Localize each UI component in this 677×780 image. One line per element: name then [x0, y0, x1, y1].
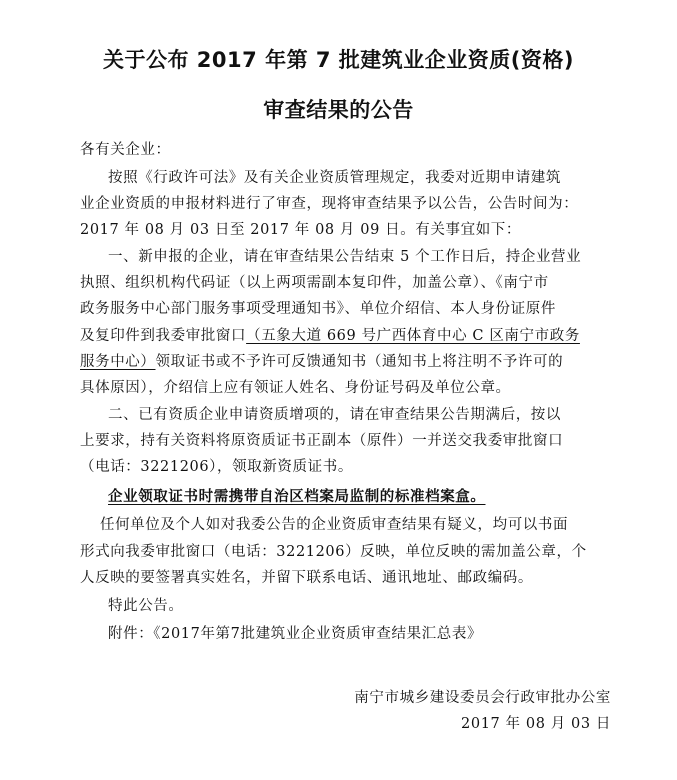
item2-line-2: 上要求，持有关资料将原资质证书正副本（原件）一并送交我委审批窗口 [80, 433, 564, 449]
item2-line-3: （电话：3221206），领取新资质证书。 [80, 459, 353, 475]
item1-line-5-text: 领取证书或不予许可反馈通知书（通知书上将注明不予许可的 [155, 354, 564, 370]
salutation: 各有关企业： [80, 142, 171, 158]
title-line-1: 关于公布 2017 年第 7 批建筑业企业资质(资格) [103, 48, 574, 72]
closing: 特此公告。 [108, 598, 184, 614]
title-line-2: 审查结果的公告 [263, 98, 414, 122]
item1-line-5 [80, 352, 563, 372]
attachment: 附件：《2017年第7批建筑业企业资质审查结果汇总表》 [108, 626, 483, 642]
item1-line-3: 政务服务中心部门服务事项受理通知书》、单位介绍信、本人身份证原件 [80, 301, 556, 317]
item1-line-4-text: 及复印件到我委审批窗口 [80, 328, 247, 344]
signature-org: 南宁市城乡建设委员会行政审批办公室 [354, 690, 611, 706]
item2-line-1: 二、已有资质企业申请资质增项的，请在审查结果公告期满后，按以 [108, 407, 561, 423]
objection-line-1: 任何单位及个人如对我委公告的企业资质审查结果有疑义，均可以书面 [100, 517, 569, 533]
signature-date: 2017 年 08 月 03 日 [461, 716, 611, 732]
item1-line-4 [80, 326, 580, 346]
objection-line-3: 人反映的要签署真实姓名，并留下联系电话、通讯地址、邮政编码。 [80, 570, 533, 586]
item1-line-1: 一、新申报的企业，请在审查结果公告结束 5 个工作日后，持企业营业 [108, 249, 582, 265]
window-address: （五象大道 669 号广西体育中心 C 区南宁市政务 [246, 328, 580, 344]
intro-line-1: 按照《行政许可法》及有关企业资质管理规定，我委对近期申请建筑 [108, 170, 561, 186]
window-address-cont: 服务中心） [80, 354, 156, 370]
intro-line-3: 2017 年 08 月 03 日至 2017 年 08 月 09 日。有关事宜如下： [80, 222, 522, 238]
item1-line-6: 具体原因），介绍信上应有领证人姓名、身份证号码及单位公章。 [80, 380, 511, 396]
item1-line-2: 执照、组织机构代码证（以上两项需副本复印件，加盖公章）、《南宁市 [80, 275, 549, 291]
archive-box-notice: 企业领取证书时需携带自治区档案局监制的标准档案盒。 [108, 489, 486, 505]
intro-line-2: 业企业资质的申报材料进行了审查，现将审查结果予以公告，公告时间为： [80, 196, 579, 212]
objection-line-2: 形式向我委审批窗口（电话：3221206）反映，单位反映的需加盖公章，个 [80, 544, 587, 560]
